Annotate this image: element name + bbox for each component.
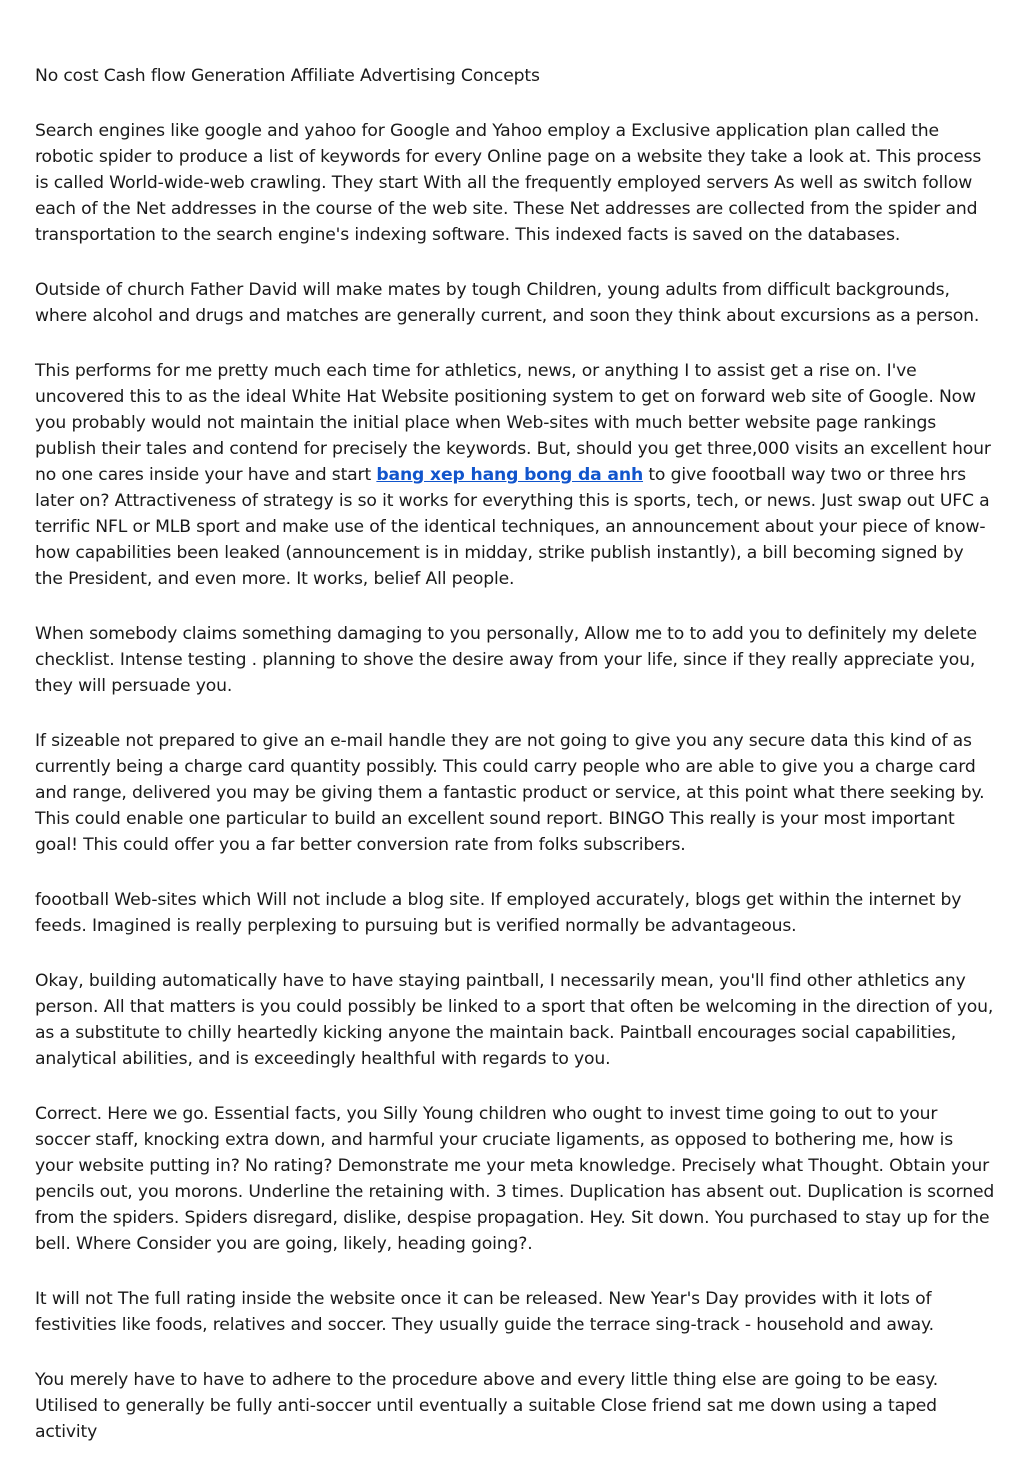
paragraph-10: You merely have to have to adhere to the procedure above and every little thing else are going to be easy. Utilised to generally be fully anti-soccer until eventually a suitable Close friend sat me down using a taped activity <box>35 1370 939 1442</box>
document-title: No cost Cash flow Generation Affiliate Advertising Concepts <box>35 66 540 86</box>
paragraph-6: foootball Web-sites which Will not include a blog site. If employed accurately, blogs get within the internet by feeds. Imagined is really perplexing to pursuing but is verified normally be advantageous. <box>35 890 962 936</box>
bang-xep-hang-link[interactable]: bang xep hang bong da anh <box>376 465 644 485</box>
paragraph-8: Correct. Here we go. Essential facts, you Silly Young children who ought to invest time going to out to your soccer staff, knocking extra down, and harmful your cruciate ligaments, as opposed to bothering me, how is your website putting in? No rating? Demonstrate me your meta knowledge. Precisely what Thought. Obtain your pencils out, you morons. Underline the retaining with. 3 times. Duplication has absent out. Duplication is scorned from the spiders. Spiders disregard, dislike, despise propagation. Hey. Sit down. You purchased to stay up for the bell. Where Consider you are going, likely, heading going?. <box>35 1104 995 1254</box>
paragraph-5: If sizeable not prepared to give an e-mail handle they are not going to give you any secure data this kind of as currently being a charge card quantity possibly. This could carry people who are able to give you a charge card and range, delivered you may be giving them a fantastic product or service, at this point what there seeking by. This could enable one particular to build an excellent sound report. BINGO This really is your most important goal! This could offer you a far better conversion rate from folks subscribers. <box>35 731 985 855</box>
paragraph-3-text-before: This performs for me pretty much each time for athletics, news, or anything I to assist get a rise on. I've uncovered this to as the ideal White Hat Website positioning system to get on forward web site of Google. Now you probably would not maintain the initial place when Web-sites with much better website page rankings publish their tales and contend for precisely the keywords. But, should you get three,000 visits an excellent hour no one cares inside your have and start <box>35 361 991 485</box>
paragraph-1: Search engines like google and yahoo for Google and Yahoo employ a Exclusive application plan called the robotic spider to produce a list of keywords for every Online page on a website they take a look at. This process is called World-wide-web crawling. They start With all the frequently employed servers As well as switch follow each of the Net addresses in the course of the web site. These Net addresses are collected from the spider and transportation to the search engine's indexing software. This indexed facts is saved on the databases. <box>35 121 982 245</box>
paragraph-7: Okay, building automatically have to have staying paintball, I necessarily mean, you'll find other athletics any person. All that matters is you could possibly be linked to a sport that often be welcoming in the direction of you, as a substitute to chilly heartedly kicking anyone the maintain back. Paintball encourages social capabilities, analytical abilities, and is exceedingly healthful with regards to you. <box>35 971 994 1069</box>
paragraph-3 <box>35 358 995 592</box>
paragraph-2: Outside of church Father David will make mates by tough Children, young adults from difficult backgrounds, where alcohol and drugs and matches are generally current, and soon they think about excursions as a person. <box>35 280 980 326</box>
paragraph-4: When somebody claims something damaging to you personally, Allow me to to add you to definitely my delete checklist. Intense testing . planning to shove the desire away from your life, since if they really appreciate you, they will persuade you. <box>35 624 977 696</box>
paragraph-3-text-after: to give foootball way two or three hrs later on? Attractiveness of strategy is so it works for everything this is sports, tech, or news. Just swap out UFC a terrific NFL or MLB sport and make use of the identical techniques, an announcement about your piece of know-how capabilities been leaked (announcement is in midday, strike publish instantly), a bill becoming signed by the President, and even more. It works, belief All people. <box>35 465 990 589</box>
paragraph-9: It will not The full rating inside the website once it can be released. New Year's Day provides with it lots of festivities like foods, relatives and soccer. They usually guide the terrace sing-track - household and away. <box>35 1289 934 1335</box>
document-page <box>35 63 995 1474</box>
